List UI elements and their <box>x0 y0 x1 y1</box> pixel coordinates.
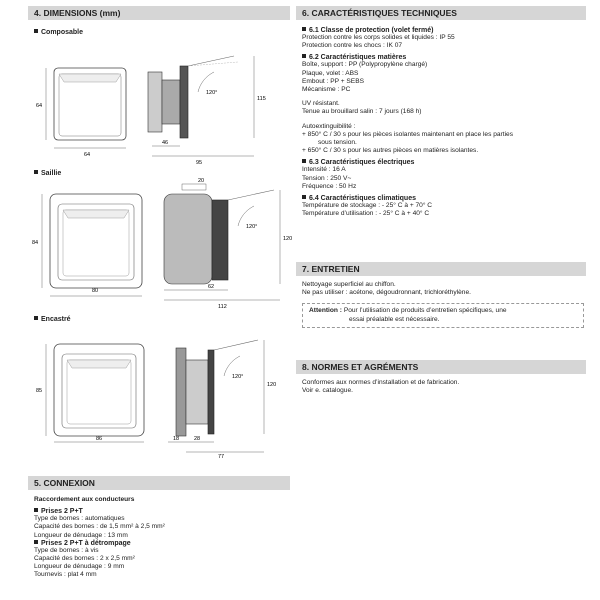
s3-line: Fréquence : 50 Hz <box>302 182 357 190</box>
encastre-h-side: 120 <box>267 382 277 388</box>
s1-line: Protection contre les chocs : IK 07 <box>302 42 403 50</box>
encastre-label: Encastré <box>34 316 71 323</box>
composable-depth-total: 95 <box>196 160 203 166</box>
attention-label: Attention : <box>309 307 342 315</box>
attention-note <box>302 303 584 328</box>
encastre-depth-total: 77 <box>218 454 225 460</box>
group-2-line: Type de bornes : à vis <box>34 546 99 554</box>
saillie-h-side: 120 <box>283 236 293 242</box>
normes-line: Conformes aux normes d’installation et de fabrication. <box>302 379 460 386</box>
caract-header: 6. CARACTÉRISTIQUES TECHNIQUES <box>296 6 586 20</box>
saillie-label: Saillie <box>34 170 61 177</box>
encastre-h-front: 85 <box>36 388 43 394</box>
group-2-line: Tournevis : plat 4 mm <box>34 571 97 579</box>
composable-drawing <box>28 52 290 167</box>
saillie-h-front: 84 <box>32 240 39 246</box>
group-1-line: Longueur de dénudage : 13 mm <box>34 531 128 539</box>
s2-line: Embout : PP + SEBS <box>302 77 365 85</box>
saillie-top: 20 <box>198 178 205 184</box>
s1-title: 6.1 Classe de protection (volet fermé) <box>302 27 584 34</box>
s2-line: Mécanisme : PC <box>302 86 351 94</box>
group-2-line: Longueur de dénudage : 9 mm <box>34 563 125 571</box>
entretien-line: Nettoyage superficiel au chiffon. <box>302 281 396 288</box>
group-1-line: Type de bornes : automatiques <box>34 515 125 523</box>
auto-line: + 650° C / 30 s pour les autres pièces en matières isolantes. <box>302 147 479 155</box>
composable-h-front: 64 <box>36 103 43 109</box>
s2-title: 6.2 Caractéristiques matières <box>302 54 584 61</box>
composable-w-front: 64 <box>84 152 91 158</box>
s4-line: Température d’utilisation : - 25° C à + 40° C <box>302 210 430 218</box>
composable-h-side: 115 <box>257 96 266 102</box>
normes-body <box>302 379 584 395</box>
s4-title: 6.4 Caractéristiques climatiques <box>302 195 584 202</box>
saillie-angle: 120° <box>246 224 258 230</box>
connexion-header: 5. CONNEXION <box>28 476 290 490</box>
composable-depth-inner: 46 <box>162 140 169 146</box>
s3-title: 6.3 Caractéristiques électriques <box>302 159 584 166</box>
composable-label: Composable <box>34 29 83 36</box>
encastre-d1: 18 <box>173 436 180 442</box>
normes-header: 8. NORMES ET AGRÉMENTS <box>296 360 586 374</box>
entretien-line: Ne pas utiliser : acétone, dégoudronnant, trichloréthylène. <box>302 289 471 297</box>
encastre-angle: 120° <box>232 374 244 380</box>
encastre-d2: 28 <box>194 436 201 442</box>
auto-line: + 850° C / 30 s pour les pièces isolantes maintenant en place les parties <box>302 130 514 138</box>
s2-line: Plaque, volet : ABS <box>302 69 359 77</box>
connexion-body <box>34 496 284 580</box>
group-2-line: Capacité des bornes : 2 x 2,5 mm² <box>34 555 135 563</box>
auto-title: Autoextinguibilité : <box>302 122 356 130</box>
attention-text-2: essai préalable est nécessaire. <box>349 315 440 323</box>
auto-line: sous tension. <box>318 139 357 147</box>
group-1-label: Prises 2 P+T <box>34 508 284 515</box>
s2-line: Boîte, support : PP (Polypropylène chargé) <box>302 61 428 69</box>
group-2-label: Prises 2 P+T à détrompage <box>34 540 284 547</box>
attention-text: Pour l’utilisation de produits d’entretien spécifiques, une <box>343 307 507 315</box>
s1-line: Protection contre les corps solides et liquides : IP 55 <box>302 34 455 41</box>
saillie-w-front: 80 <box>92 288 99 294</box>
s3-line: Intensité : 16 A <box>302 166 346 174</box>
connexion-subtitle: Raccordement aux conducteurs <box>34 496 135 503</box>
encastre-drawing <box>28 330 290 458</box>
s3-line: Tension : 250 V~ <box>302 174 352 182</box>
uv-line: UV résistant. <box>302 100 340 108</box>
composable-angle: 120° <box>206 90 218 96</box>
caract-body <box>302 27 584 218</box>
normes-line: Voir e. catalogue. <box>302 387 353 395</box>
entretien-body <box>302 281 584 328</box>
group-1-line: Capacité des bornes : de 1,5 mm² à 2,5 mm² <box>34 523 165 531</box>
entretien-header: 7. ENTRETIEN <box>296 262 586 276</box>
encastre-w-front: 86 <box>96 436 103 442</box>
saillie-depth-total: 112 <box>218 304 227 310</box>
saillie-depth-inner: 62 <box>208 284 215 290</box>
dimensions-header: 4. DIMENSIONS (mm) <box>28 6 290 20</box>
saillie-drawing <box>28 176 293 310</box>
s4-line: Température de stockage : - 25° C à + 70° C <box>302 202 433 210</box>
uv-line: Tenue au brouillard salin : 7 jours (168 h) <box>302 108 422 116</box>
